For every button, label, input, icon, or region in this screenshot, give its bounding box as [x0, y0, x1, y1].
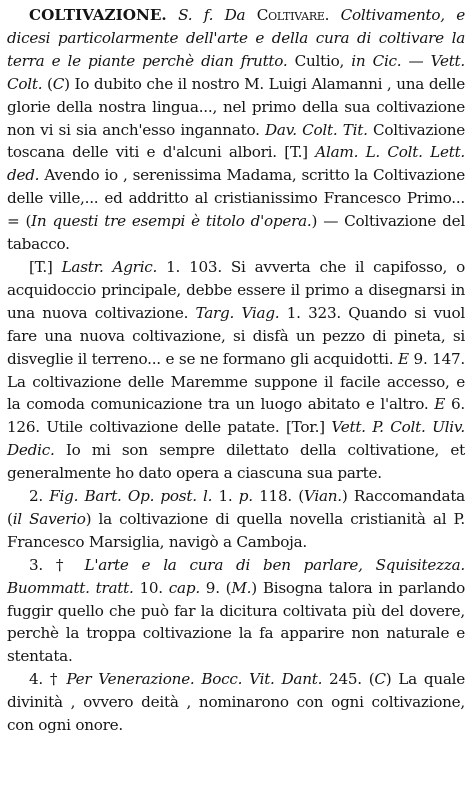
italic-text: L'arte e la cura di ben parlare, Squisitezza. Buommatt. tratt.	[7, 555, 465, 597]
italic-text: p.	[238, 487, 253, 506]
sense-paragraph	[7, 554, 465, 669]
body-text: Coltivazione toscana delle viti e d'alcuni albori. [T.]	[7, 120, 465, 162]
body-text: ) Bisogna talora in parlando fuggir quello che può far la dicitura coltivata più del dovere, perchè la troppa coltivazione la fa apparire non naturale e stentata.	[7, 578, 465, 666]
italic-text: E	[434, 395, 446, 414]
body-text: 1. 323. Quando si vuol fare una nuova coltivazione, si disfà un pezzo di pineta, si disveglie il terreno... e se ne formano gli acquidotti.	[7, 303, 465, 368]
italic-text: Fig. Bart. Op. post. l.	[49, 487, 213, 506]
body-text: 3. †	[29, 555, 85, 574]
headword: COLTIVAZIONE.	[29, 6, 167, 24]
italic-text: Coltivamento, e dicesi particolarmente dell'arte e della cura di coltivare la terra e le piante perchè dian frutto.	[7, 6, 466, 70]
body-text: 10.	[133, 578, 169, 597]
sense-paragraph	[7, 485, 465, 554]
italic-text: S. f. Da	[178, 6, 246, 24]
italic-text: In questi tre esempi è titolo d'opera.	[31, 212, 312, 231]
body-text: 6. 126. Utile coltivazione delle patate. [Tor.]	[7, 395, 465, 437]
body-text: ) — Coltivazione del tabacco.	[7, 212, 465, 254]
italic-text: cap.	[168, 578, 200, 597]
italic-text: Alam. L. Colt. Lett. ded.	[7, 143, 466, 185]
italic-text: C	[52, 74, 65, 93]
italic-text: il Saverio	[12, 509, 86, 528]
body-text: ) Io dubito che il nostro M. Luigi Alamanni , una delle glorie della nostra lingua..., nel primo della sua coltivazione non vi si sia anch'esso ingannato.	[7, 74, 465, 139]
italic-text: Dav. Colt. Tit.	[265, 120, 368, 139]
small-caps-text: Coltivare.	[256, 6, 330, 24]
body-text: Io mi son sempre dilettato della coltivatione, et generalmente ho dato opera a ciascuna sua parte.	[7, 441, 465, 483]
body-text: (	[42, 74, 53, 93]
body-text: ) la coltivazione di quella novella cristianità al P. Francesco Marsiglia, navigò a Camboja.	[7, 509, 465, 551]
italic-text: Vian.	[303, 487, 342, 506]
body-text: Cultio,	[287, 51, 352, 70]
body-text: 1. 103. Si avverta che il capifosso, o acquidoccio principale, debbe essere il primo a disegnarsi in una nuova coltivazione.	[7, 257, 465, 322]
italic-text: M.	[231, 578, 252, 597]
italic-text: Per Venerazione. Bocc. Vit. Dant.	[66, 670, 323, 689]
body-text: 118. (	[252, 487, 304, 506]
italic-text: Vett. P. Colt. Uliv. Dedic.	[7, 418, 466, 460]
dictionary-entry	[7, 4, 465, 737]
body-text	[329, 6, 340, 24]
sense-paragraph	[7, 256, 465, 485]
body-text: [T.]	[29, 257, 62, 276]
body-text: 4. †	[29, 670, 67, 689]
body-text: ) Raccomandata (	[7, 487, 465, 528]
body-text	[245, 6, 256, 24]
body-text: 2.	[29, 487, 50, 506]
body-text: 9. (	[199, 578, 232, 597]
sense-paragraph	[7, 668, 465, 737]
italic-text: Targ. Viag.	[195, 303, 280, 322]
italic-text: E	[398, 349, 409, 368]
definition-paragraph	[7, 4, 465, 256]
body-text: 245. (	[322, 670, 375, 689]
italic-text: Lastr. Agric.	[61, 257, 158, 276]
italic-text: C	[374, 670, 386, 689]
body-text: Avendo io , serenissima Madama, scritto la Coltivazione delle ville,... ed addritto al cristianissimo Francesco Primo... = (	[7, 166, 465, 231]
body-text: ) La quale divinità , ovvero deità , nominarono con ogni coltivazione, con ogni onore.	[7, 670, 465, 735]
body-text	[167, 6, 178, 24]
body-text: 1.	[212, 487, 239, 506]
italic-text: in Cic. — Vett. Colt.	[7, 51, 465, 93]
body-text: 9. 147. La coltivazione delle Maremme suppone il facile accesso, e la comoda comunicazione tra un luogo abitato e l'altro.	[7, 349, 465, 414]
